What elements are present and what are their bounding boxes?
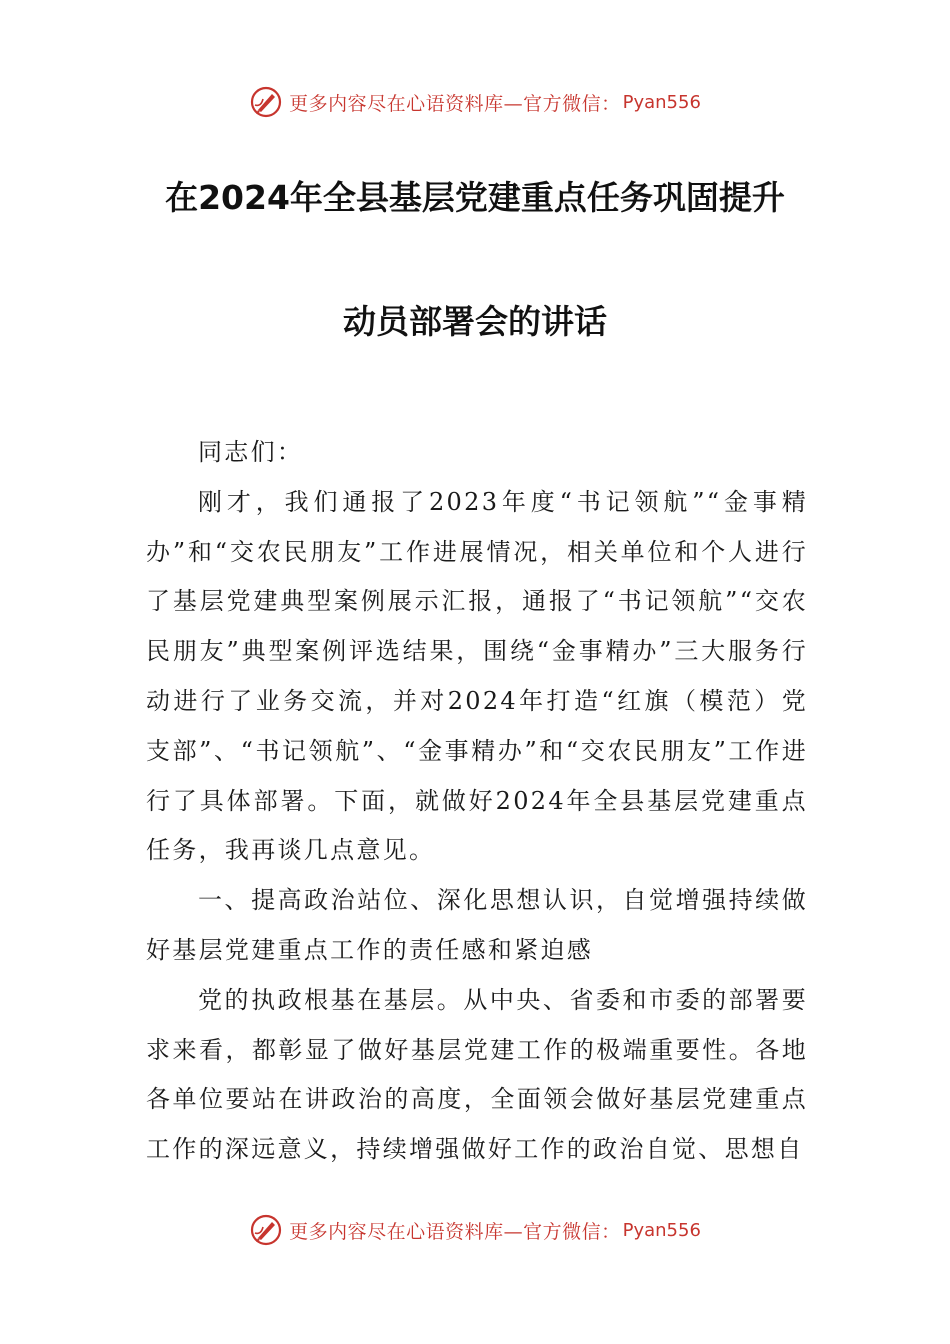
title-line-2: 动员部署会的讲话 [343, 302, 607, 341]
watermark-text: 更多内容尽在心语资料库—官方微信： [289, 1220, 621, 1243]
salutation: 同志们： [198, 438, 304, 466]
footer-watermark [0, 1210, 950, 1250]
watermark-text: 更多内容尽在心语资料库—官方微信： [289, 92, 621, 115]
section-heading: 一、提高政治站位、深化思想认识，自觉增强持续做好基层党建重点工作的责任感和紧迫感 [146, 886, 808, 964]
pen-logo-icon [249, 1213, 283, 1247]
pen-logo-icon [249, 85, 283, 119]
watermark-id: Pyan556 [622, 1219, 701, 1241]
speech-body [146, 428, 808, 1175]
title-line-1: 在2024年全县基层党建重点任务巩固提升 [165, 178, 785, 217]
paragraph: 刚才，我们通报了2023年度“书记领航”“金事精办”和“交农民朋友”工作进展情况，相关单位和个人进行了基层党建典型案例展示汇报，通报了“书记领航”“交农民朋友”典型案例评选结果，围绕“金事精办”三大服务行动进行了业务交流，并对2024年打造“红旗（模范）党支部”、“书记领航”、“金事精办”和“交农民朋友”工作进行了具体部署。下面，就做好2024年全县基层党建重点任务，我再谈几点意见。 [146, 487, 808, 865]
watermark-id: Pyan556 [622, 91, 701, 113]
paragraph: 党的执政根基在基层。从中央、省委和市委的部署要求来看，都彰显了做好基层党建工作的极端重要性。各地各单位要站在讲政治的高度，全面领会做好基层党建重点工作的深远意义，持续增强做好工作的政治自觉、思想自 [146, 985, 808, 1164]
header-watermark [0, 82, 950, 122]
